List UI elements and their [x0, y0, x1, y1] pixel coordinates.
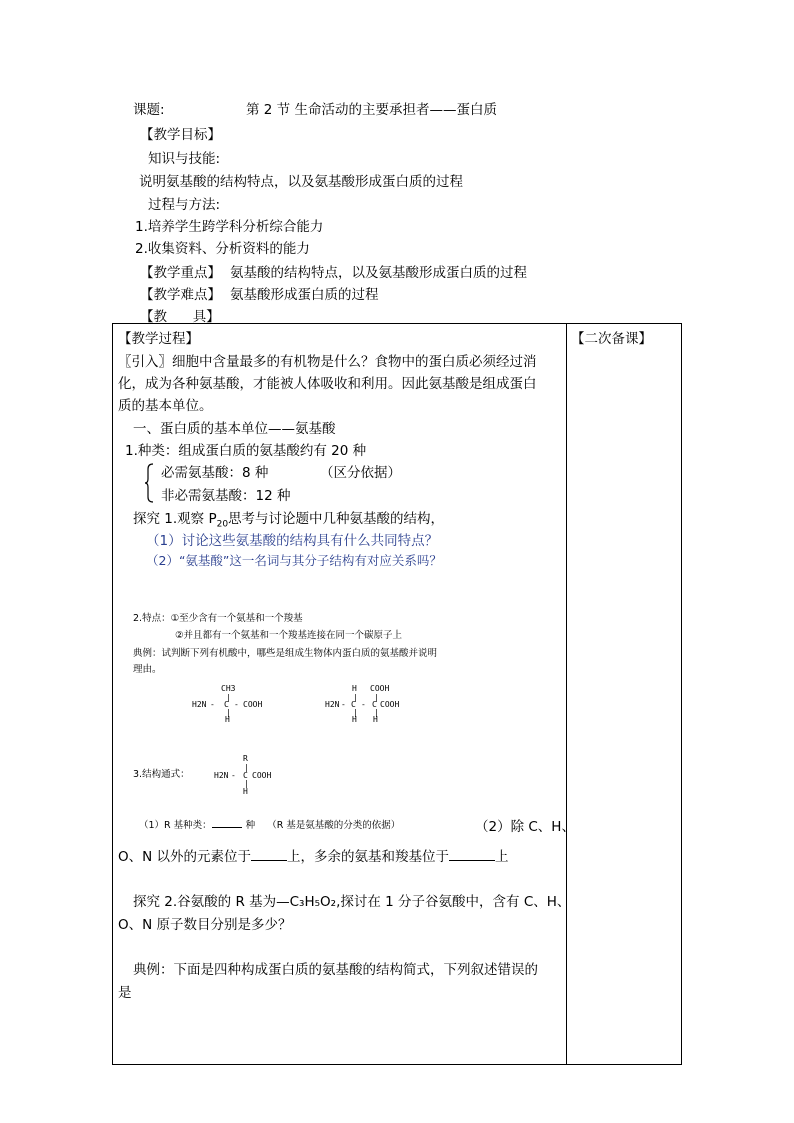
gen-bottom: H — [243, 787, 248, 796]
formula-label: 3.结构通式： — [133, 769, 190, 780]
example-1-line-2: 理由。 — [133, 664, 162, 675]
mol1-bond-bottom: | — [226, 708, 231, 717]
mol2-top-2: COOH — [370, 684, 390, 693]
q2b-text-a: O、N 以外的元素位于 — [118, 849, 252, 865]
difficult-point-text: 氨基酸形成蛋白质的过程 — [230, 287, 379, 303]
difficult-point-label: 【教学难点】 — [140, 287, 221, 303]
mol2-bond-bottom-2: | — [374, 708, 379, 717]
nonessential-amino-acids: 非必需氨基酸：12 种 — [161, 488, 291, 504]
table-divider — [566, 323, 567, 1064]
explore-2-line-1: 探究 2.谷氨酸的 R 基为—C₃H₅O₂,探讨在 1 分子谷氨酸中，含有 C、H、 — [133, 894, 571, 910]
question-2b-line-2 — [118, 845, 509, 865]
intro-line-1: 〖引入〗细胞中含量最多的有机物是什么？食物中的蛋白质必须经过消 — [118, 354, 537, 370]
intro-line-2: 化，成为各种氨基酸，才能被人体吸收和利用。因此氨基酸是组成蛋白 — [118, 376, 537, 392]
knowledge-heading: 知识与技能: — [148, 151, 221, 167]
gen-left: H2N — [214, 771, 229, 780]
q2b-blank-1[interactable] — [251, 860, 287, 861]
q2b-blank-2[interactable] — [449, 860, 495, 861]
brace-icon — [144, 463, 154, 503]
gen-bond-left: - — [231, 771, 236, 780]
mol2-right: COOH — [380, 700, 400, 709]
tools-label: 【教 具】 — [140, 309, 220, 325]
mol1-bond-top: | — [226, 693, 231, 702]
kinds-title: 1.种类：组成蛋白质的氨基酸约有 20 种 — [125, 443, 367, 459]
objectives-heading: 【教学目标】 — [140, 127, 221, 143]
example-2-line-2: 是 — [118, 985, 132, 1001]
mol2-bond-bottom-1: | — [353, 708, 358, 717]
r-kinds-unit: 种 — [245, 820, 256, 831]
mol1-bond-left: - — [210, 700, 215, 709]
gen-right: COOH — [252, 771, 272, 780]
key-point-label: 【教学重点】 — [140, 265, 221, 281]
explore-1 — [133, 507, 444, 530]
intro-line-3: 质的基本单位。 — [118, 398, 213, 414]
classification-criterion: （区分依据） — [320, 465, 401, 481]
mol2-top-1: H — [352, 684, 357, 693]
r-kinds-question — [139, 817, 400, 831]
question-1: （1）讨论这些氨基酸的结构具有什么共同特点？ — [146, 533, 439, 549]
question-2: （2）“氨基酸”这一名词与其分子结构有对应关系吗？ — [146, 553, 442, 568]
r-basis-note: （R 基是氨基酸的分类的依据） — [267, 820, 401, 831]
q2b-text-c: 上 — [495, 849, 509, 865]
section-1-title: 一、蛋白质的基本单位——氨基酸 — [133, 421, 336, 437]
mol2-bond-top-2: | — [374, 693, 379, 702]
mol2-bond-2: - — [361, 700, 366, 709]
essential-amino-acids: 必需氨基酸：8 种 — [161, 465, 269, 481]
mol2-carbon-1: C — [351, 700, 356, 709]
gen-bond-bottom: | — [244, 779, 249, 788]
mol1-bond-right: - — [234, 700, 239, 709]
question-2b-prefix: （2）除 C、H、 — [475, 819, 575, 835]
feature-2: ②并且都有一个氨基和一个羧基连接在同一个碳原子上 — [175, 630, 403, 641]
r-kinds-blank[interactable] — [212, 827, 242, 828]
q2b-text-b: 上，多余的氨基和羧基位于 — [287, 849, 450, 865]
gen-carbon: C — [243, 771, 248, 780]
mol2-bond-1: - — [341, 700, 346, 709]
knowledge-text: 说明氨基酸的结构特点，以及氨基酸形成蛋白质的过程 — [139, 174, 463, 190]
mol1-bottom: H — [225, 715, 230, 724]
explore-1-suffix: 思考与讨论题中几种氨基酸的结构， — [228, 511, 445, 527]
explore-1-page-sub: 20 — [216, 519, 229, 530]
mol2-bottom-1: H — [352, 715, 357, 724]
explore-1-prefix: 探究 1.观察 P — [133, 511, 217, 527]
teaching-process-heading: 【教学过程】 — [118, 331, 199, 347]
mol1-right: COOH — [243, 700, 263, 709]
lesson-title: 第 2 节 生命活动的主要承担者——蛋白质 — [246, 102, 497, 118]
feature-1: 2.特点：①至少含有一个氨基和一个羧基 — [133, 613, 303, 624]
process-heading: 过程与方法: — [148, 197, 221, 213]
gen-bond-top: | — [244, 763, 249, 772]
key-point-text: 氨基酸的结构特点，以及氨基酸形成蛋白质的过程 — [230, 265, 527, 281]
r-kinds-label: （1）R 基种类： — [139, 820, 212, 831]
mol2-bottom-2: H — [373, 715, 378, 724]
gen-top: R — [243, 754, 248, 763]
process-item-1: 1.培养学生跨学科分析综合能力 — [135, 219, 324, 235]
mol1-top: CH3 — [221, 684, 236, 693]
process-item-2: 2.收集资料、分析资料的能力 — [135, 241, 310, 257]
example-1-line-1: 典例：试判断下列有机酸中，哪些是组成生物体内蛋白质的氨基酸并说明 — [133, 648, 438, 659]
lesson-label: 课题: — [133, 102, 165, 118]
explore-2-line-2: O、N 原子数目分别是多少？ — [118, 917, 292, 933]
mol1-left: H2N — [192, 700, 207, 709]
mol2-bond-top-1: | — [353, 693, 358, 702]
example-2-line-1: 典例：下面是四种构成蛋白质的氨基酸的结构简式，下列叙述错误的 — [133, 962, 538, 978]
mol1-carbon: C — [224, 700, 229, 709]
mol2-left: H2N — [325, 700, 340, 709]
secondary-prep-heading: 【二次备课】 — [571, 331, 652, 347]
mol2-carbon-2: C — [372, 700, 377, 709]
